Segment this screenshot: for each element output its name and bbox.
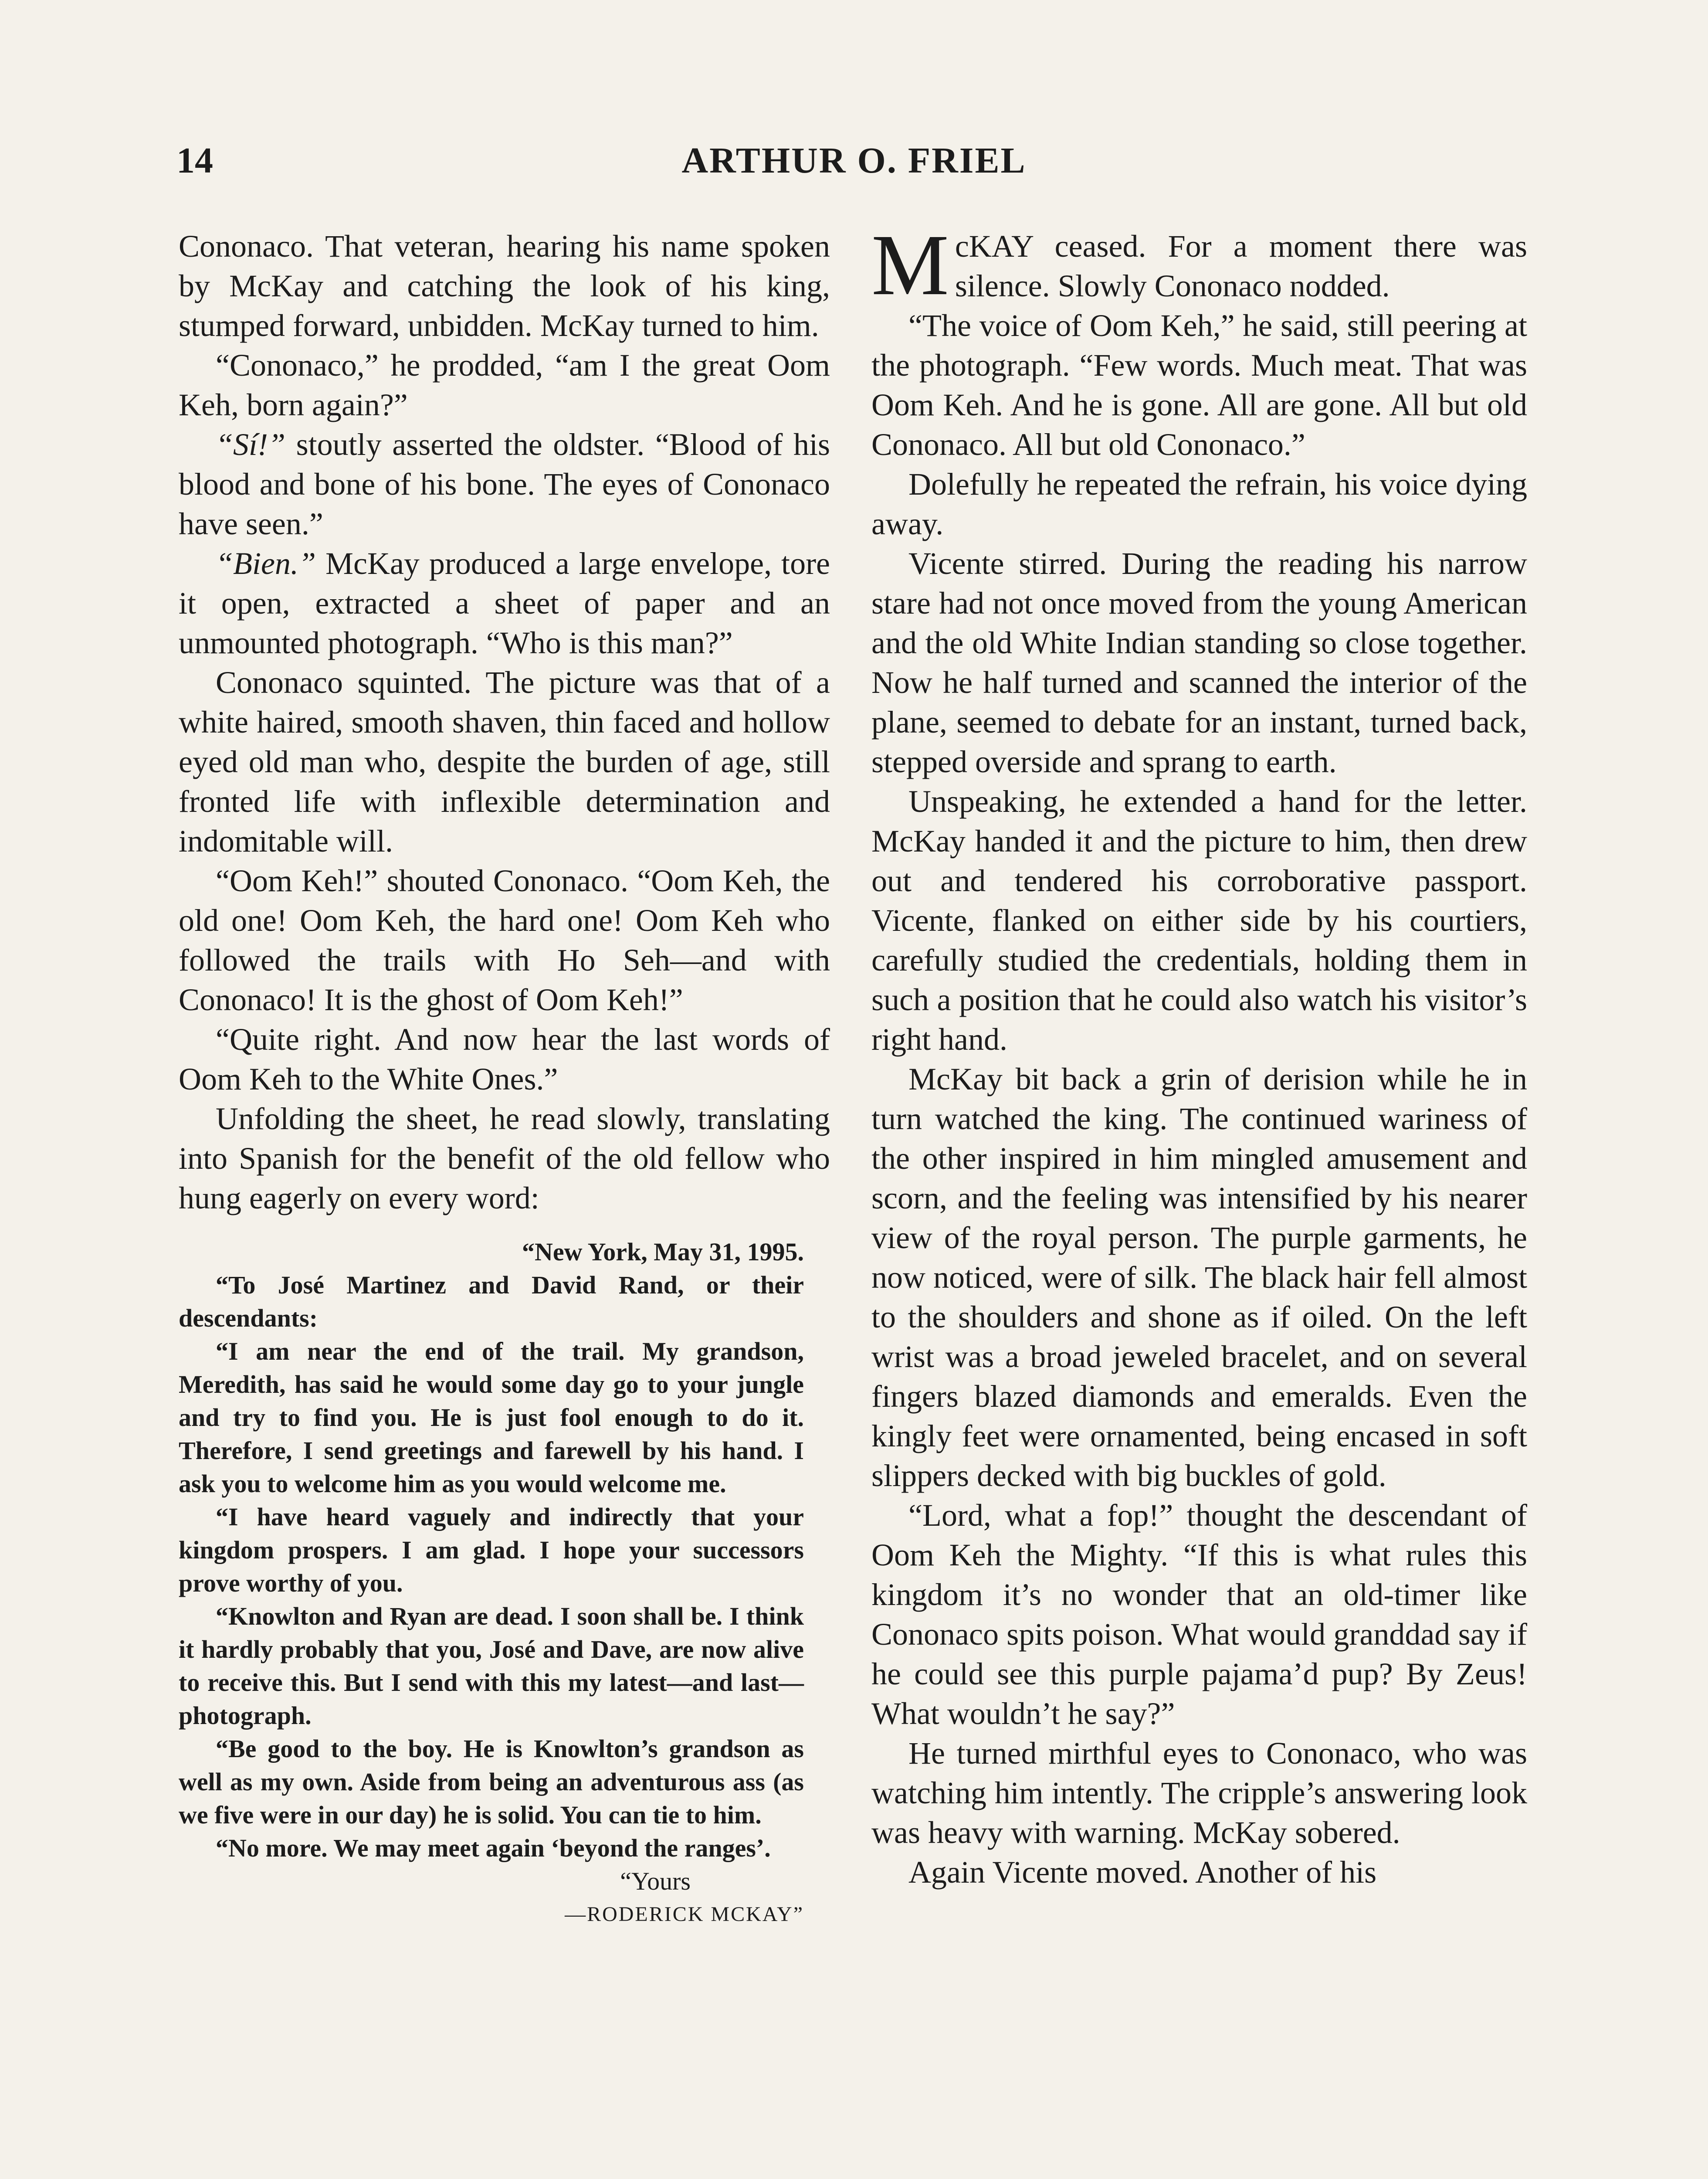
- paragraph: “Quite right. And now hear the last words of Oom Keh to the White Ones.”: [179, 1022, 830, 1096]
- paragraph: He turned mirthful eyes to Cononaco, who was watching him intently. The cripple’s answering look was heavy with warning. McKay sobered.: [871, 1736, 1527, 1850]
- letter-paragraph: “I have heard vaguely and indirectly that your kingdom prospers. I am glad. I hope your successors prove worthy of you.: [179, 1503, 804, 1597]
- paragraph-text: McKay produced a large envelope, tore it open, extracted a sheet of paper and an unmounted photograph. “Who is this man?”: [179, 546, 830, 660]
- paragraph: [179, 425, 830, 544]
- spanish-exclamation: “Bien.”: [216, 546, 316, 581]
- paragraph: “Cononaco,” he prodded, “am I the great Oom Keh, born again?”: [179, 348, 830, 422]
- right-column: [871, 217, 1527, 1892]
- paragraph: Dolefully he repeated the refrain, his voice dying away.: [871, 467, 1527, 541]
- paragraph: Cononaco. That veteran, hearing his name spoken by McKay and catching the look of his king, stumped forward, unbidden. McKay turned to him.: [179, 229, 830, 343]
- drop-cap: M: [871, 217, 949, 313]
- letter-paragraph: “I am near the end of the trail. My grandson, Meredith, has said he would some day go to your jungle and try to find you. He is just fool enough to do it. Therefore, I send greetings and farewell by his hand. I ask you to welcome him as you would welcome me.: [179, 1337, 804, 1498]
- paragraph: [871, 217, 1527, 313]
- paragraph: McKay bit back a grin of derision while he in turn watched the king. The continued wariness of the other inspired in him mingled amusement and scorn, and the feeling was intensified by his nearer view of the royal person. The purple garments, he now noticed, were of silk. The black hair fell almost to the shoulders and shone as if oiled. On the left wrist was a broad jeweled bracelet, and on several fingers blazed diamonds and emeralds. Even the kingly feet were ornamented, being encased in soft slippers decked with big buckles of gold.: [871, 1062, 1527, 1493]
- letter-signature: —RODERICK MCKAY”: [565, 1903, 804, 1926]
- paragraph: “Oom Keh!” shouted Cononaco. “Oom Keh, the old one! Oom Keh, the hard one! Oom Keh who followed the trails with Ho Seh—and with Cononaco! It is the ghost of Oom Keh!”: [179, 863, 830, 1017]
- letter-dateline: “New York, May 31, 1995.: [522, 1238, 804, 1266]
- page-header: [0, 139, 1708, 192]
- paragraph: [179, 544, 830, 663]
- spanish-exclamation: “Sí!”: [216, 427, 286, 462]
- page-number: 14: [176, 140, 213, 181]
- paragraph: Unfolding the sheet, he read slowly, translating into Spanish for the benefit of the old fellow who hung eagerly on every word:: [179, 1101, 830, 1215]
- letter-salutation: “To José Martinez and David Rand, or their descendants:: [179, 1271, 804, 1332]
- paragraph-text: stoutly asserted the oldster. “Blood of his blood and bone of his bone. The eyes of Cononaco have seen.”: [179, 427, 830, 541]
- paragraph: Again Vicente moved. Another of his: [908, 1855, 1377, 1890]
- paragraph: “The voice of Oom Keh,” he said, still peering at the photograph. “Few words. Much meat. That was Oom Keh. And he is gone. All are gone. All but old Cononaco. All but old Cononaco.”: [871, 308, 1527, 462]
- paragraph: Cononaco squinted. The picture was that of a white haired, smooth shaven, thin faced and hollow eyed old man who, despite the burden of age, still fronted life with inflexible determination and indomitable will.: [179, 665, 830, 859]
- letter-block: [179, 1235, 830, 1931]
- letter-paragraph: “Knowlton and Ryan are dead. I soon shall be. I think it hardly probably that you, José and Dave, are now alive to receive this. But I send with this my latest—and last—photograph.: [179, 1602, 804, 1730]
- paragraph: Vicente stirred. During the reading his narrow stare had not once moved from the young American and the old White Indian standing so close together. Now he half turned and scanned the interior of the plane, seemed to debate for an instant, turned back, stepped overside and sprang to earth.: [871, 546, 1527, 779]
- paragraph: “Lord, what a fop!” thought the descendant of Oom Keh the Mighty. “If this is what rules this kingdom it’s no wonder that an old-timer like Cononaco spits poison. What would granddad say if he could see this purple pajama’d pup? By Zeus! What wouldn’t he say?”: [871, 1498, 1527, 1731]
- paragraph-text: cKAY ceased. For a moment there was silence. Slowly Cononaco nodded.: [955, 229, 1527, 303]
- letter-paragraph: “No more. We may meet again ‘beyond the ranges’.: [216, 1834, 771, 1862]
- running-head: ARTHUR O. FRIEL: [681, 140, 1027, 181]
- letter-closing: “Yours: [620, 1867, 691, 1895]
- paragraph: Unspeaking, he extended a hand for the letter. McKay handed it and the picture to him, then drew out and tendered his corroborative passport. Vicente, flanked on either side by his courtiers, carefully studied the credentials, holding them in such a position that he could also watch his visitor’s right hand.: [871, 784, 1527, 1057]
- left-column: [179, 227, 830, 1931]
- letter-paragraph: “Be good to the boy. He is Knowlton’s grandson as well as my own. Aside from being an adventurous ass (as we five were in our day) he is solid. You can tie to him.: [179, 1734, 804, 1829]
